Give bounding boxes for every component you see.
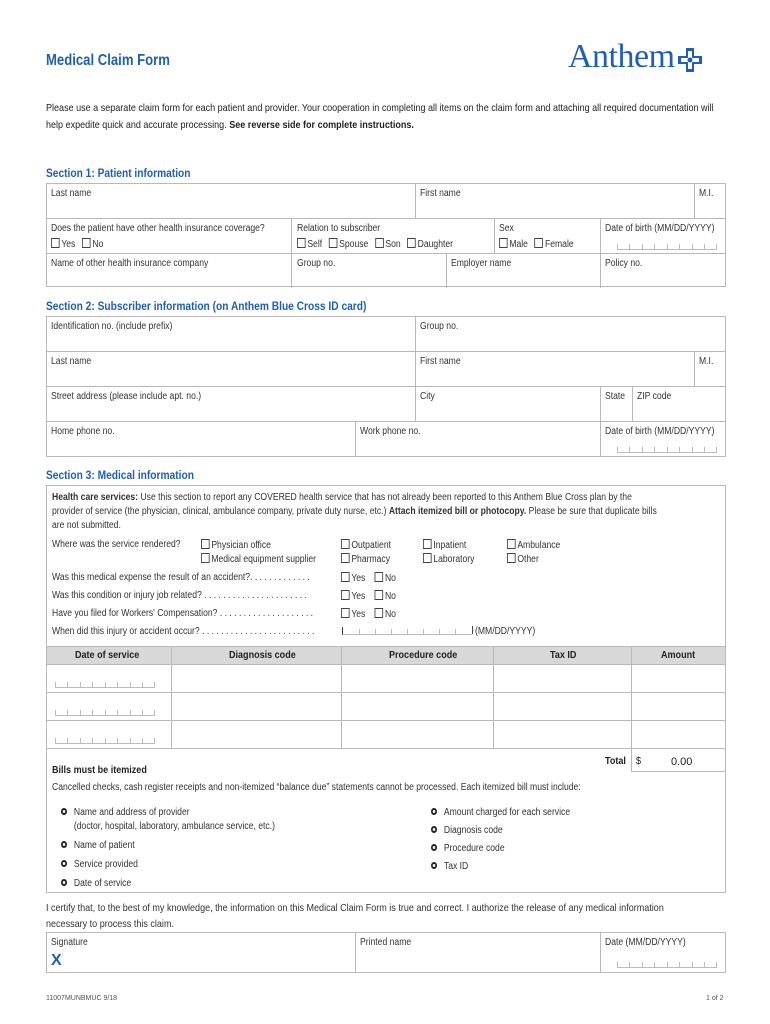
patient-last-name-field[interactable]: Last name (51, 188, 92, 199)
when-question: When did this injury or accident occur? . . . . . . . . . . . . . . . . . . . . . . . . (52, 626, 315, 637)
section3-heading: Section 3: Medical information (46, 468, 194, 482)
left-requirements-list (61, 804, 275, 892)
place-pharmacy[interactable]: Pharmacy (341, 553, 390, 565)
table-row[interactable] (55, 708, 155, 716)
sex-options (499, 238, 574, 250)
sign-date-field[interactable]: Date (MM/DD/YYYY) (605, 937, 686, 948)
list-item: Date of service (61, 875, 275, 892)
work-phone-field[interactable]: Work phone no. (360, 426, 421, 437)
signature-field[interactable]: Signature (51, 937, 88, 948)
checkbox-icon (407, 238, 416, 248)
checkbox-icon (51, 238, 60, 248)
patient-mi-field[interactable]: M.I. (699, 188, 714, 199)
patient-dob-boxes[interactable] (617, 242, 717, 250)
place-inpatient[interactable]: Inpatient (423, 539, 466, 551)
sex-label: Sex (499, 223, 514, 234)
table-row[interactable] (55, 680, 155, 688)
checkbox-icon (341, 539, 350, 549)
patient-dob-field[interactable]: Date of birth (MM/DD/YYYY) (605, 223, 715, 234)
other-coverage-label: Does the patient have other health insurance coverage? (51, 223, 265, 234)
accident-no[interactable]: No (375, 572, 396, 584)
section2-heading: Section 2: Subscriber information (on Anthem Blue Cross ID card) (46, 299, 367, 313)
checkbox-icon (341, 608, 350, 618)
subscriber-dob-field[interactable]: Date of birth (MM/DD/YYYY) (605, 426, 715, 437)
checkbox-icon (341, 590, 350, 600)
relation-spouse[interactable]: Spouse (329, 238, 368, 250)
checkbox-icon (201, 539, 210, 549)
list-item: Diagnosis code (431, 822, 570, 840)
list-item: Procedure code (431, 840, 570, 858)
where-label: Where was the service rendered? (52, 539, 181, 550)
services-table-header (47, 646, 725, 664)
list-item: Amount charged for each service (431, 804, 570, 822)
checkbox-icon (341, 572, 350, 582)
subscriber-dob-boxes[interactable] (617, 445, 717, 453)
subscriber-mi-field[interactable]: M.I. (699, 356, 714, 367)
form-code: 11007MUNBMUC 9/18 (46, 995, 118, 1002)
total-value[interactable]: 0.00 (671, 756, 693, 768)
job-related-no[interactable]: No (375, 590, 396, 602)
currency-symbol: $ (636, 755, 642, 767)
right-requirements-list (431, 804, 570, 876)
accident-options (341, 572, 396, 584)
other-coverage-options (51, 238, 103, 250)
relation-self[interactable]: Self (297, 238, 322, 250)
col-tax-id: Tax ID (550, 649, 577, 661)
other-company-field[interactable]: Name of other health insurance company (51, 258, 209, 269)
col-procedure-code: Procedure code (389, 649, 458, 661)
zip-code-field[interactable]: ZIP code (637, 391, 672, 402)
subscriber-group-no-field[interactable]: Group no. (420, 321, 459, 332)
relation-options (297, 238, 453, 250)
blue-cross-icon (677, 47, 703, 73)
services-paragraph: Health care services: Use this section to report any COVERED health service that has not already been reported to this Anthem Blue Cross plan by the provider of service (the physician, clinical, ambulance company, private duty nurse, etc.) Attach itemized bill or photocopy. Please be sure that duplicate bills are not submitted. (52, 492, 657, 531)
workers-comp-options (341, 608, 396, 620)
checkbox-icon (82, 238, 91, 248)
bullet-icon (61, 841, 67, 848)
job-related-question: Was this condition or injury job related? . . . . . . . . . . . . . . . . . . . . . . (52, 590, 307, 601)
col-amount: Amount (661, 649, 696, 661)
signature-box (46, 932, 726, 973)
relation-daughter[interactable]: Daughter (407, 238, 453, 250)
checkbox-icon (375, 572, 384, 582)
relation-label: Relation to subscriber (297, 223, 381, 234)
section3-box (46, 485, 726, 893)
bullet-icon (61, 808, 67, 815)
checkbox-icon (201, 553, 210, 563)
patient-first-name-field[interactable]: First name (420, 188, 461, 199)
policy-no-field[interactable]: Policy no. (605, 258, 643, 269)
bullet-icon (431, 826, 437, 833)
anthem-logo (568, 38, 703, 76)
col-diagnosis-code: Diagnosis code (229, 649, 296, 661)
injury-date-format: (MM/DD/YYYY) (475, 626, 536, 637)
job-related-yes[interactable]: Yes (341, 590, 365, 602)
checkbox-icon (329, 238, 338, 248)
place-other[interactable]: Other (507, 553, 539, 565)
bullet-icon (431, 862, 437, 869)
home-phone-field[interactable]: Home phone no. (51, 426, 115, 437)
place-physician-office[interactable]: Physician office (201, 539, 271, 551)
col-date-of-service: Date of service (75, 649, 140, 661)
list-item: Name of patient (61, 837, 275, 854)
checkbox-icon (297, 238, 306, 248)
subscriber-last-name-field[interactable]: Last name (51, 356, 92, 367)
intro-paragraph (46, 100, 725, 134)
job-related-options (341, 590, 396, 602)
relation-son[interactable]: Son (375, 238, 401, 250)
checkbox-icon (341, 553, 350, 563)
checkbox-icon (375, 608, 384, 618)
patient-group-no-field[interactable]: Group no. (297, 258, 336, 269)
total-label: Total (605, 755, 626, 767)
checkbox-icon (499, 238, 508, 248)
injury-date-boxes[interactable] (342, 627, 472, 635)
page-number: 1 of 2 (706, 995, 724, 1002)
table-row[interactable] (55, 736, 155, 744)
state-field[interactable]: State (605, 391, 626, 402)
sex-female[interactable]: Female (535, 238, 574, 250)
place-medical-equipment[interactable]: Medical equipment supplier (201, 553, 316, 565)
list-item: Name and address of provider (61, 804, 275, 821)
form-title: Medical Claim Form (46, 52, 170, 69)
checkbox-icon (507, 553, 516, 563)
checkbox-icon (375, 590, 384, 600)
subscriber-first-name-field[interactable]: First name (420, 356, 461, 367)
city-field[interactable]: City (420, 391, 435, 402)
section2-box (46, 316, 726, 457)
list-item: Service provided (61, 856, 275, 873)
place-outpatient[interactable]: Outpatient (341, 539, 391, 551)
bullet-icon (431, 844, 437, 851)
other-coverage-yes[interactable]: Yes (51, 238, 75, 250)
bullet-icon (431, 808, 437, 815)
bullet-icon (61, 860, 67, 867)
checkbox-icon (535, 238, 544, 248)
sign-date-boxes[interactable] (617, 960, 717, 968)
itemized-text: Cancelled checks, cash register receipts and non-itemized “balance due” statements cannot be processed. Each itemized bill must include: (52, 782, 581, 793)
signature-x-mark: X (51, 952, 62, 969)
intro-bold: See reverse side for complete instructions. (229, 119, 414, 131)
accident-question: Was this medical expense the result of an accident?. . . . . . . . . . . . . (52, 572, 310, 583)
subscriber-id-field[interactable]: Identification no. (include prefix) (51, 321, 173, 332)
bullet-icon (61, 879, 67, 886)
workers-comp-yes[interactable]: Yes (341, 608, 365, 620)
accident-yes[interactable]: Yes (341, 572, 365, 584)
logo-text: Anthem (568, 38, 675, 75)
list-item: Tax ID (431, 858, 570, 876)
itemized-heading: Bills must be itemized (52, 764, 147, 776)
checkbox-icon (423, 539, 432, 549)
certify-text: I certify that, to the best of my knowledge, the information on this Medical Claim Form is true and correct. I authorize the release of any medical information necessary to process this claim. (46, 902, 664, 930)
place-laboratory[interactable]: Laboratory (423, 553, 474, 565)
checkbox-icon (507, 539, 516, 549)
printed-name-field[interactable]: Printed name (360, 937, 412, 948)
checkbox-icon (375, 238, 384, 248)
street-address-field[interactable]: Street address (please include apt. no.) (51, 391, 202, 402)
workers-comp-no[interactable]: No (375, 608, 396, 620)
section1-heading: Section 1: Patient information (46, 166, 191, 180)
place-ambulance[interactable]: Ambulance (507, 539, 560, 551)
other-coverage-no[interactable]: No (82, 238, 103, 250)
sex-male[interactable]: Male (499, 238, 528, 250)
list-item: (doctor, hospital, laboratory, ambulance service, etc.) (73, 821, 275, 832)
workers-comp-question: Have you filed for Workers' Compensation? . . . . . . . . . . . . . . . . . . . . (52, 608, 314, 619)
checkbox-icon (423, 553, 432, 563)
section1-box (46, 183, 726, 287)
intro-text: Please use a separate claim form for each patient and provider. Your cooperation in completing all items on the claim form and attaching all required documentation will help expedite quick and accurate processing. (46, 102, 714, 131)
employer-name-field[interactable]: Employer name (451, 258, 512, 269)
